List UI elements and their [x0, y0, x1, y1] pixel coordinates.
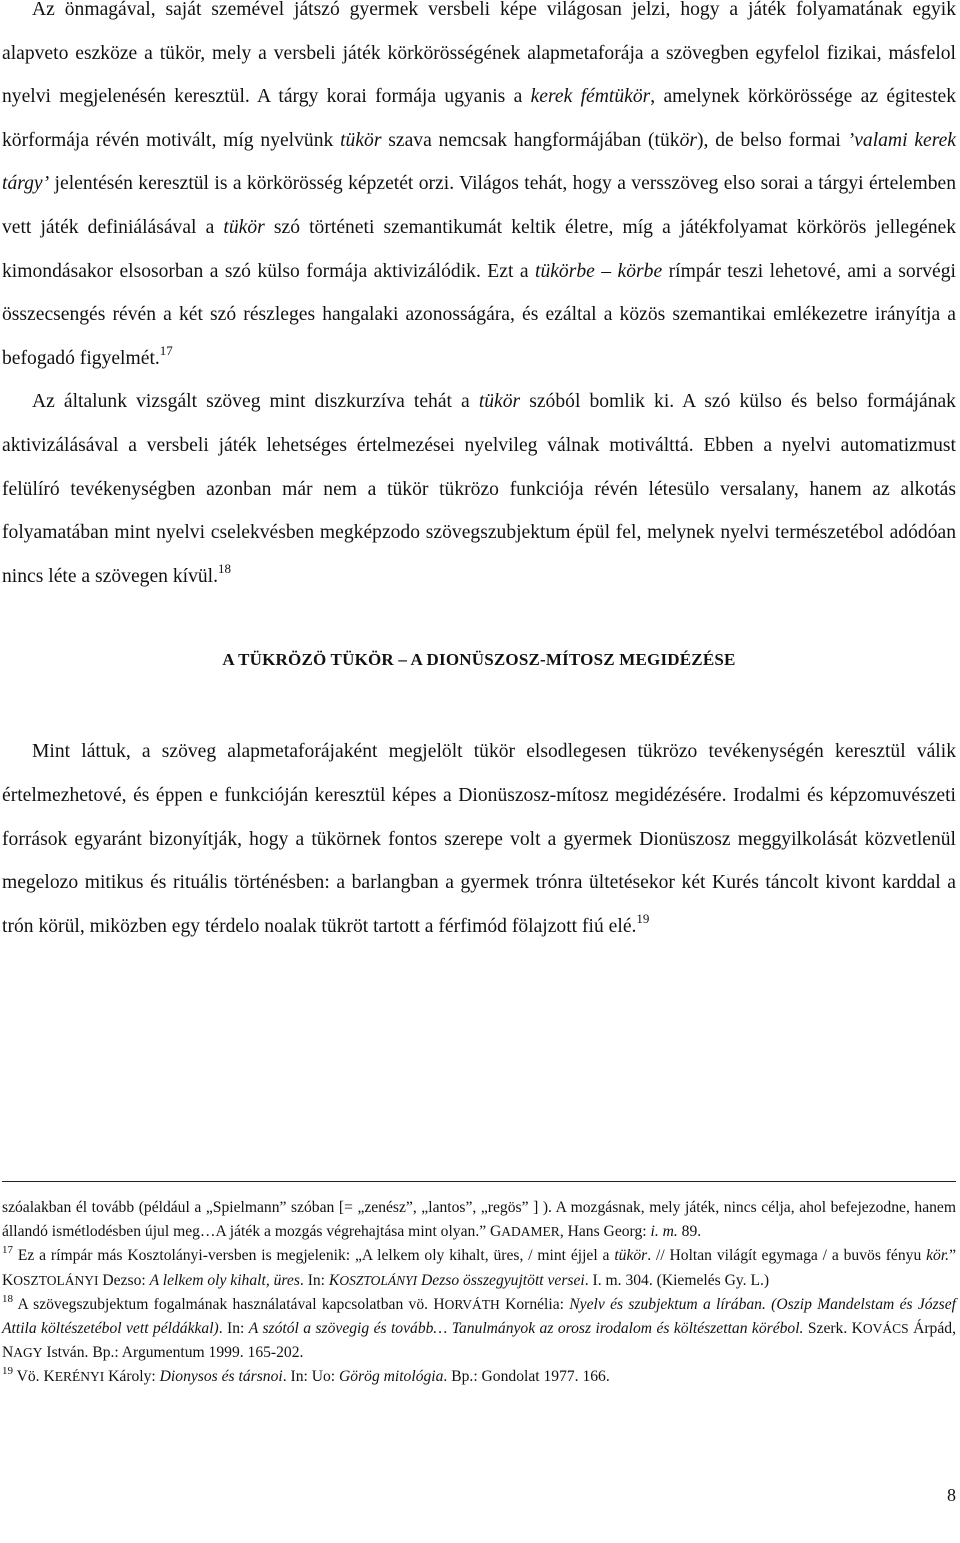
text-run: Az általunk vizsgált szöveg mint diszkurzíva tehát a: [32, 391, 479, 413]
text-run: rímpár teszi lehetové, ami a sorvégi összecsengés révén a két szó részleges hangalaki azonosságára, és ezáltal a közös szemantikai emlékezetre irányítja a befogadó figyelmét.: [2, 260, 956, 369]
text-run: ), de belso formai: [697, 129, 848, 151]
paragraph-1: [2, 0, 956, 380]
text-run: Szerk. K: [803, 1320, 863, 1338]
footnote-ref-19[interactable]: 19: [636, 910, 650, 926]
smallcaps-run: ORVÁTH: [444, 1296, 500, 1312]
text-run: Dezso:: [98, 1271, 150, 1289]
italic-run: kör.: [926, 1247, 950, 1265]
italic-run: tükörbe: [535, 260, 595, 282]
italic-run: tükör: [478, 391, 521, 413]
text-run: , Hans Georg:: [559, 1223, 651, 1241]
italic-run: tükör: [614, 1247, 648, 1265]
text-run: Károly:: [104, 1368, 160, 1386]
footnote-17: [2, 1244, 956, 1292]
italic-run: tükör: [223, 216, 265, 238]
page-number: 8: [947, 1485, 956, 1505]
italic-run: körbe: [617, 260, 663, 282]
text-run: István. Bp.: Argumentum 1999. 165-202.: [42, 1344, 304, 1362]
italic-run: Görög mitológia: [339, 1368, 444, 1386]
footnote-number: 18: [2, 1292, 13, 1305]
text-run: ” K: [2, 1247, 956, 1289]
text-run: . Bp.: Gondolat 1977. 166.: [443, 1368, 610, 1386]
text-run: . In:: [218, 1320, 249, 1338]
paragraph-2: [2, 380, 956, 598]
smallcaps-run: OSZTOLÁNYI: [13, 1272, 99, 1288]
text-run: szó történeti szemantikumát keltik életre, míg a játékfolyamat körkörös jellegének kimondásakor elsosorban a szó külso formája aktivizálódik. Ezt a: [2, 216, 956, 282]
italic-run: K: [328, 1271, 340, 1289]
footnote-number: 17: [2, 1244, 13, 1257]
smallcaps-run: ERÉNYI: [54, 1369, 105, 1385]
italic-run: Dionysos és társnoi: [159, 1368, 283, 1386]
italic-run: ör: [679, 129, 697, 151]
text-run: A szövegszubjektum fogalmának használatával kapcsolatban vö. H: [13, 1295, 445, 1313]
footnote-18: [2, 1293, 956, 1366]
paragraph-3: [2, 730, 956, 948]
footnotes: [2, 1196, 956, 1390]
section-heading: A TÜKRÖZÖ TÜKÖR – A DIONÜSZOSZ-MÍTOSZ MEGIDÉZÉSE: [222, 650, 736, 670]
text-run: tük: [654, 129, 680, 151]
italic-run: A szótól a szövegig és tovább… Tanulmányok az orosz irodalom és költészettan körébol.: [248, 1320, 804, 1338]
text-run: szóalakban él tovább (például a „Spielmann” szóban [= „zenész”, „lantos”, „regös” ] ). A mozgásnak, mely játék, nincs célja, ahol befejezodne, hanem állandó ismétlodésben újul meg…A játék a mozgás végrehajtása mint olyan.” G: [2, 1199, 956, 1241]
text-run: . I. m. 304. (Kiemelés Gy. L.): [584, 1271, 770, 1289]
italic-run: Nyelv és szubjektum a lírában. (Oszip Mandelstam és József Attila költészetébol vett példákkal): [2, 1295, 956, 1338]
text-run: szóból bomlik ki. A szó külso és belso formájának aktivizálásával a versbeli játék lehetséges értelmezései nyelvileg válnak motiválttá. Ebben a nyelvi automatizmust felülíró tevékenységben azonban már nem a tükör tükrözo funkciója révén létesülo versalany, hanem az alkotás folyamatában mint nyelvi cselekvésben megképzodo szövegszubjektum épül fel, melynek nyelvi természetébol adódóan nincs léte a szövegen kívül.: [2, 391, 956, 587]
text-run: , amelynek körkörössége az égitestek körformája révén motivált, míg nyelvünk: [2, 86, 956, 151]
footnote-continuation: [2, 1196, 956, 1244]
text-run: Árpád, N: [2, 1320, 956, 1362]
smallcaps-run: AGY: [13, 1345, 43, 1361]
text-run: . // Holtan világít egymaga / a buvös fényu: [647, 1247, 927, 1265]
smallcaps-run: OSZTOLÁNYI: [339, 1272, 418, 1288]
text-run: Ez a rímpár más Kosztolányi-versben is megjelenik: „A lelkem oly kihalt, üres, / mint éjjel a: [13, 1247, 615, 1265]
footnote-ref-18[interactable]: 18: [218, 560, 232, 576]
italic-run: kerek fémtükör: [530, 86, 651, 108]
italic-run: ’valami kerek tárgy’: [2, 129, 956, 195]
text-run: Az önmagával, saját szemével játszó gyermek versbeli képe világosan jelzi, hogy a játék folyamatának egyik alapveto eszköze a tükör, mely a versbeli játék körkörösségének alapmetaforája a szövegben egyfelol fizikai, másfelol nyelvi megjelenésén keresztül. A tárgy korai formája ugyanis a: [2, 0, 956, 108]
smallcaps-run: OVÁCS: [862, 1321, 909, 1337]
footnote-divider: [2, 1181, 956, 1182]
text-run: . In: Uo:: [282, 1368, 340, 1386]
italic-run: A lelkem oly kihalt, üres: [149, 1271, 300, 1289]
text-run: –: [594, 260, 618, 282]
text-run: Mint láttuk, a szöveg alapmetaforájaként megjelölt tükör elsodlegesen tükrözo tevékenységén keresztül válik értelmezhetové, és éppen e funkcióján keresztül képes a Dionüszosz-mítosz megidézésére. Irodalmi és képzomuvészeti források egyaránt bizonyítják, hogy a tükörnek fontos szerepe volt a gyermek Dionüszosz meggyilkolását közvetlenül megelozo mitikus és rituális történésben: a barlangban a gyermek trónra ültetésekor két Kurés táncolt kivont karddal a trón körül, miközben egy térdelo noalak tükröt tartott a férfimód fölajzott fiú elé.: [2, 741, 956, 937]
smallcaps-run: ADAMER: [501, 1224, 560, 1240]
italic-run: i. m.: [650, 1223, 678, 1241]
text-run: 89.: [677, 1223, 702, 1241]
footnote-ref-17[interactable]: 17: [159, 342, 173, 358]
text-run: Kornélia:: [499, 1295, 570, 1313]
italic-run: Dezso összegyujtött versei: [417, 1271, 585, 1289]
italic-run: tükör: [340, 129, 382, 151]
footnote-19: [2, 1365, 956, 1389]
text-run: szava nemcsak hangformájában (: [381, 129, 655, 151]
text-run: Vö. K: [13, 1368, 55, 1386]
text-run: jelentésén keresztül is a körkörösség képzetét orzi. Világos tehát, hogy a versszöveg elso sorai a tárgyi értelemben vett játék definiálásával a: [2, 173, 956, 238]
footnote-number: 19: [2, 1365, 13, 1378]
text-run: . In:: [299, 1271, 329, 1289]
